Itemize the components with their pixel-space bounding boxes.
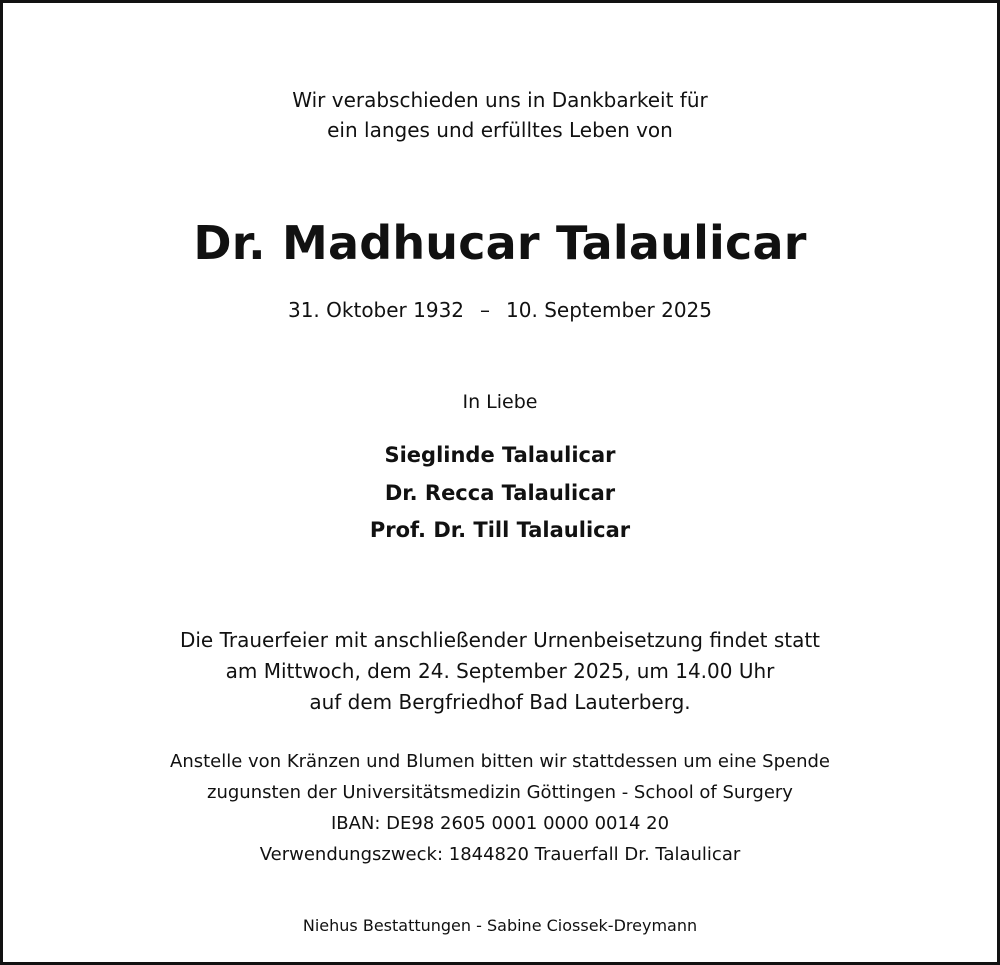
family-member-1: Sieglinde Talaulicar — [384, 443, 616, 467]
family-member-3: Prof. Dr. Till Talaulicar — [369, 518, 631, 542]
ceremony-line-2: am Mittwoch, dem 24. September 2025, um 14.00 Uhr — [225, 659, 775, 683]
deceased-name: Dr. Madhucar Talaulicar — [193, 216, 807, 270]
intro-line-1: Wir verabschieden uns in Dankbarkeit für — [292, 88, 708, 112]
ceremony-line-1: Die Trauerfeier mit anschließender Urnenbeisetzung findet statt — [179, 628, 821, 652]
ceremony-line-3: auf dem Bergfriedhof Bad Lauterberg. — [309, 690, 691, 714]
birth-date: 31. Oktober 1932 — [287, 298, 465, 322]
date-separator: – — [480, 298, 491, 322]
life-dates — [3, 300, 997, 320]
undertaker-credit: Niehus Bestattungen - Sabine Ciossek-Dreymann — [302, 916, 698, 935]
iban-line: IBAN: DE98 2605 0001 0000 0014 20 — [330, 813, 670, 834]
intro-line-2: ein langes und erfülltes Leben von — [327, 118, 673, 142]
family-member-2: Dr. Recca Talaulicar — [384, 481, 616, 505]
donation-line-1: Anstelle von Kränzen und Blumen bitten wir stattdessen um eine Spende — [170, 751, 830, 772]
donation-line-2: zugunsten der Universitätsmedizin Göttingen - School of Surgery — [207, 782, 793, 803]
in-love-heading: In Liebe — [462, 391, 538, 413]
death-date: 10. September 2025 — [506, 298, 712, 322]
reference-line: Verwendungszweck: 1844820 Trauerfall Dr. Talaulicar — [259, 844, 741, 865]
